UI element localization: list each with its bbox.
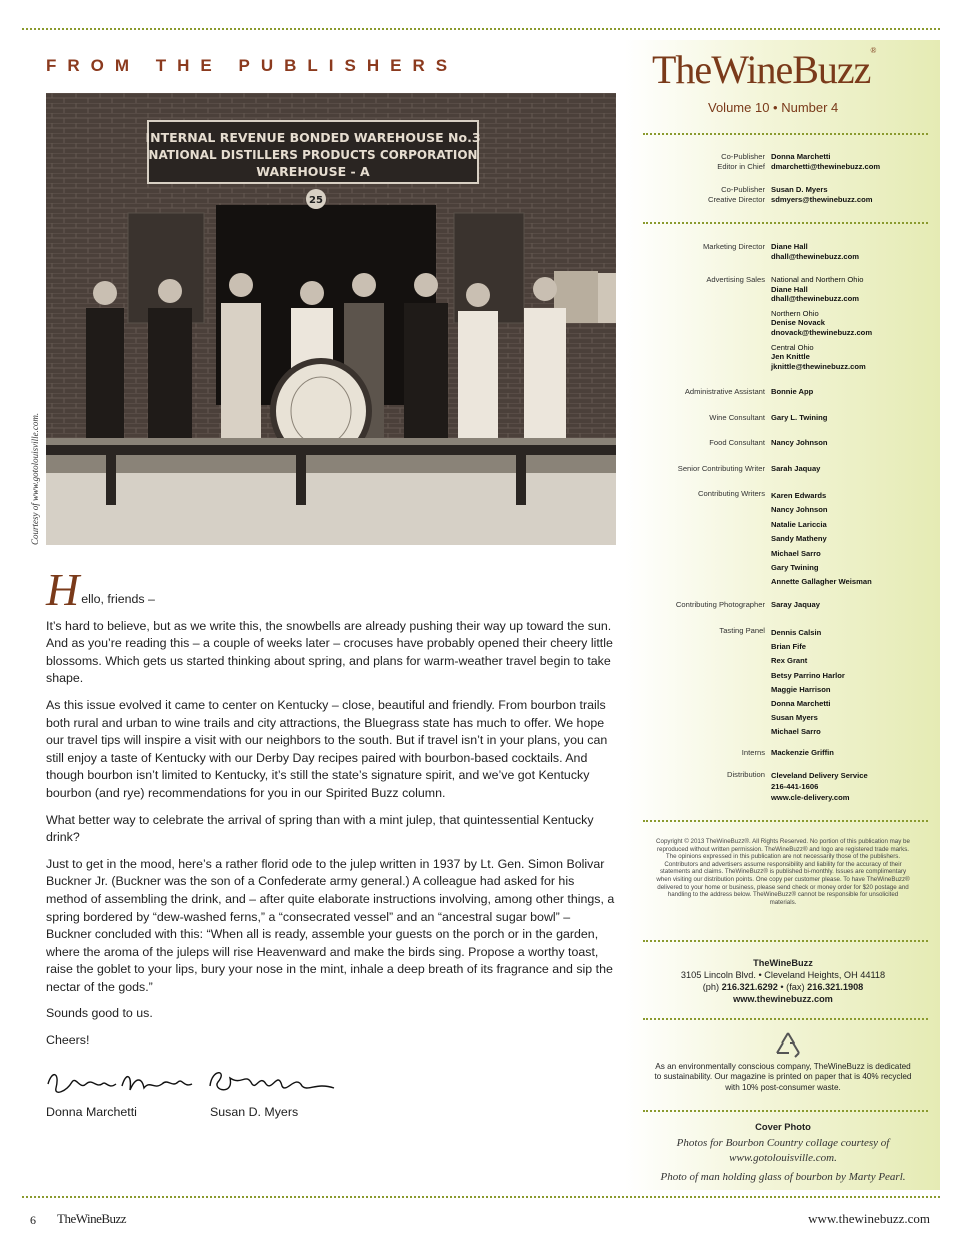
eco-statement: As an environmentally conscious company, TheWineBuzz is dedicated to sustainability. Our magazine is printed on paper that is 40% recycled with 10% post-consumer waste. (654, 1062, 912, 1092)
role-copublisher-1: Co-Publisher Editor in Chief (717, 152, 765, 171)
footer-logo: TheWineBuzz (57, 1211, 127, 1226)
value-food: Nancy Johnson (771, 438, 828, 447)
contact-address: 3105 Lincoln Blvd. • Cleveland Heights, OH 44118 (680, 970, 886, 980)
sidebar-rule (643, 1018, 928, 1020)
role-wine: Wine Consultant (709, 413, 765, 422)
contact-block (640, 957, 926, 1005)
letter-paragraph: It’s hard to believe, but as we write this, the snowbells are already pushing their way up toward the sun. And as you’re reading this – a couple of weeks later – crocuses have probably opened their cheery little blossoms. Which gets us started thinking about spring, and plans for warm-weather travel begin to take shape. (46, 618, 613, 686)
section-title: FROM THE PUBLISHERS (46, 56, 459, 75)
value-photographer: Saray Jaquay (771, 600, 820, 609)
cover-photo-credits: Photos for Bourbon Country collage courtesy of www.gotolouisville.com. Photo of man holding glass of bourbon by Marty Pearl. (660, 1137, 906, 1183)
contact-name: TheWineBuzz (753, 958, 813, 968)
door-number: 25 (309, 195, 323, 206)
value-tasting-panel: Dennis Calsin Brian Fife Rex Grant Betsy Parrino Harlor Maggie Harrison Donna Marchetti Susan Myers Michael Sarro (771, 628, 845, 737)
value-writers: Karen Edwards Nancy Johnson Natalie Lariccia Sandy Matheny Michael Sarro Gary Twining Annette Gallagher Weisman (771, 491, 872, 587)
letter-paragraph: Just to get in the mood, here’s a rather florid ode to the julep written in 1937 by Lt. Gen. Simon Bolivar Buckner Jr. (Buckner was the son of a Confederate army general.) A colleague had asked for his method of assembling the drink, and – after quite elaborate instructions involving, among other things, a spring bordered by “dew-washed ferns,” a “consecrated vessel” and an “ancestral sugar bowl” – Buckner concluded with this: “When all is ready, assemble your guests on the porch or in the garden, where the aroma of the juleps will rise Heavenward and make the birds sing. Propose a worthy toast, raise the goblet to your lips, bury your nose in the mint, inhale a deep breath of its fragrance and sip the nectar of the gods.” (46, 856, 615, 994)
sign-line-2: NATIONAL DISTILLERS PRODUCTS CORPORATION (148, 148, 478, 162)
sign-line-1: INTERNAL REVENUE BONDED WAREHOUSE No.3 (145, 130, 481, 145)
sidebar-rule (643, 1110, 928, 1112)
warehouse-photo (46, 93, 616, 545)
sidebar-rule (643, 222, 928, 224)
greeting: ello, friends – (81, 592, 155, 606)
publishers-letter (46, 564, 616, 1059)
letter-paragraph: What better way to celebrate the arrival of spring than with a mint julep, that quintessential Kentucky drink? (46, 812, 594, 845)
role-admin: Administrative Assistant (684, 387, 765, 396)
letter-paragraph: Sounds good to us. (46, 1006, 153, 1021)
role-marketing: Marketing Director (702, 242, 765, 251)
role-copublisher-2: Co-Publisher Creative Director (708, 185, 765, 204)
letter-paragraph: As this issue evolved it came to center on Kentucky – close, beautiful and friendly. From bourbon trails both rural and urban to wine trails and city attractions, the Bluegrass state has much to offer. We hope our travel tips will inspire a visit with our neighbors to the south. But if travel isn’t in your plans, you can still enjoy a taste of Kentucky with our Derby Day recipes paired with bourbon-based cocktails. And though bourbon isn’t limited to Kentucky, it’s still the state’s signature spirit, and we’ve got Kentucky bourbon (and rye) recommendations for you in our Spirited Buzz column. (46, 697, 608, 800)
signer-1: Donna Marchetti (46, 1105, 137, 1119)
value-copublisher-2: Susan D. Myers sdmyers@thewinebuzz.com (771, 185, 873, 204)
page-number: 6 (30, 1213, 36, 1227)
sign-line-3: WAREHOUSE - A (256, 164, 370, 179)
role-photographer: Contributing Photographer (675, 600, 765, 609)
top-rule (22, 28, 940, 30)
sidebar-rule (643, 940, 928, 942)
role-writers: Contributing Writers (698, 489, 765, 498)
value-senior-writer: Sarah Jaquay (771, 464, 821, 473)
role-distribution: Distribution (727, 770, 765, 779)
signer-2: Susan D. Myers (210, 1105, 299, 1119)
value-copublisher-1: Donna Marchetti dmarchetti@thewinebuzz.com (771, 152, 881, 171)
sidebar-rule (643, 820, 928, 822)
copyright-notice: Copyright © 2013 TheWineBuzz®. All Rights Reserved. No portion of this publication may be reproduced without written permission. TheWineBuzz® and logo are registered trade marks. The opinions expressed in this publication are not necessarily those of the publishers. Contributors and advertisers assume responsibility and liability for the accuracy of their statements and claims. TheWineBuzz® is published bi-monthly. Issues are complimentary when visiting our distribution points. One copy per customer please. To have TheWineBuzz® delivered to your home or business, please send check or money order for $20 postage and handling to the address below. TheWineBuzz® cannot be responsible for unsolicited materials. (656, 838, 910, 906)
greeting-paragraph (46, 564, 616, 615)
cover-photo-heading: Cover Photo (755, 1121, 811, 1132)
role-advertising: Advertising Sales (706, 275, 765, 284)
letter-paragraph: Cheers! (46, 1033, 90, 1048)
value-interns: Mackenzie Griffin (771, 748, 834, 757)
recycle-icon (773, 1031, 803, 1059)
signature-donna (48, 1075, 192, 1093)
contact-phones: (ph) 216.321.6292 • (fax) 216.321.1908 (702, 982, 864, 992)
photo-credit: Courtesy of www.gotolouisville.com. (30, 412, 40, 545)
value-advertising: National and Northern Ohio Diane Hall dhall@thewinebuzz.com Northern Ohio Denise Novack dnovack@thewinebuzz.com Central Ohio Jen Knittle jknittle@thewinebuzz.com (771, 275, 873, 371)
value-distribution: Cleveland Delivery Service 216-441-1606 www.cle-delivery.com (771, 771, 868, 802)
signature-susan (210, 1073, 334, 1090)
bottom-rule (22, 1196, 940, 1198)
role-interns: Interns (741, 748, 765, 757)
contact-url[interactable]: www.thewinebuzz.com (733, 994, 833, 1004)
role-tasting-panel: Tasting Panel (719, 626, 765, 635)
drop-cap: H (46, 564, 80, 615)
role-senior-writer: Senior Contributing Writer (677, 464, 765, 473)
sidebar-rule (643, 133, 928, 135)
volume-number: Volume 10 • Number 4 (708, 100, 839, 115)
masthead-logo: TheWineBuzz® (652, 46, 876, 92)
value-marketing: Diane Hall dhall@thewinebuzz.com (771, 242, 859, 261)
value-admin: Bonnie App (771, 387, 814, 396)
role-food: Food Consultant (709, 438, 765, 447)
footer-url[interactable]: www.thewinebuzz.com (808, 1211, 930, 1226)
value-wine: Gary L. Twining (771, 413, 828, 422)
